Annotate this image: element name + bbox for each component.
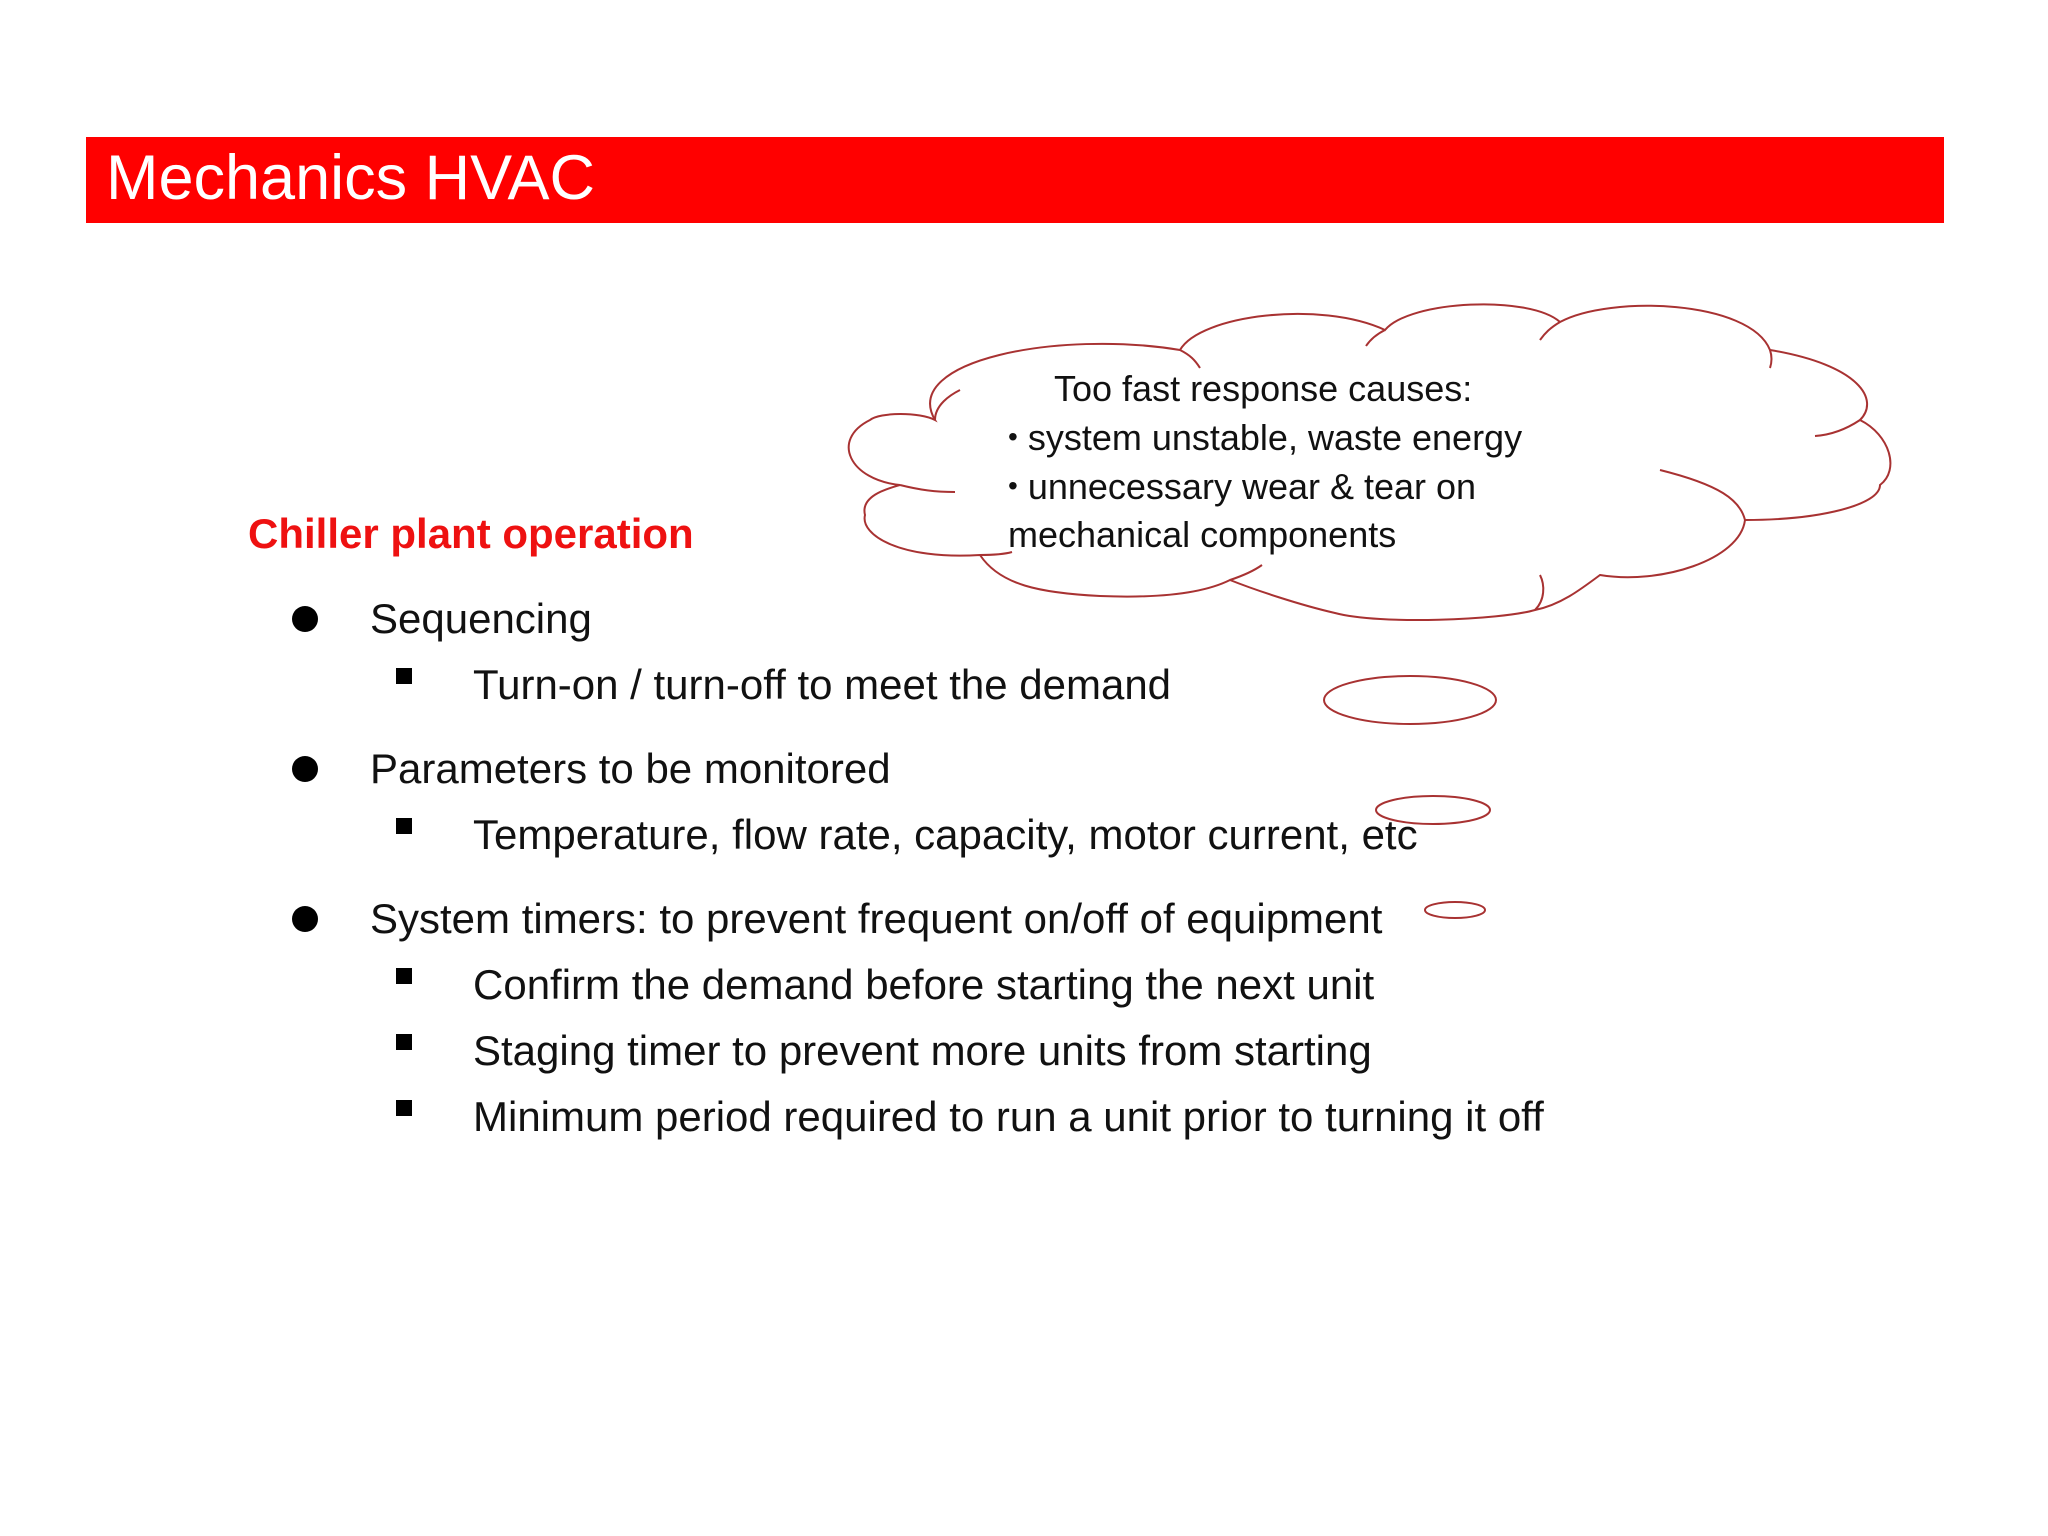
sub-bullet-square	[396, 1100, 412, 1116]
sub-bullet-parameters-list: Temperature, flow rate, capacity, motor current, etc	[473, 811, 1418, 858]
callout-text	[1008, 365, 1522, 559]
sub-bullet-turn-on-off: Turn-on / turn-off to meet the demand	[473, 661, 1172, 708]
callout-line-3	[1008, 462, 1522, 511]
sub-bullet-minimum-period: Minimum period required to run a unit prior to turning it off	[473, 1093, 1544, 1140]
sub-bullet-staging-timer: Staging timer to prevent more units from starting	[473, 1027, 1372, 1074]
thought-bubble-large	[1324, 676, 1496, 724]
callout-line-2-text: system unstable, waste energy	[1027, 417, 1523, 458]
bullet-parameters: Parameters to be monitored	[370, 745, 891, 792]
callout-bullet: •	[1008, 421, 1018, 452]
thought-bubble-small	[1425, 902, 1485, 918]
bullet-system-timers: System timers: to prevent frequent on/off of equipment	[370, 895, 1383, 942]
bullet-dot	[292, 756, 318, 782]
callout-line-4: mechanical components	[1008, 514, 1397, 555]
section-heading: Chiller plant operation	[248, 510, 694, 557]
callout-bullet: •	[1008, 470, 1018, 501]
bullet-sequencing: Sequencing	[370, 595, 592, 642]
slide-title: Mechanics HVAC	[106, 143, 595, 213]
sub-bullet-square	[396, 818, 412, 834]
callout-line-3-text: unnecessary wear & tear on	[1027, 466, 1477, 507]
callout-line-1: Too fast response causes:	[1054, 368, 1473, 409]
bullet-dot	[292, 606, 318, 632]
sub-bullet-square	[396, 668, 412, 684]
sub-bullet-square	[396, 1034, 412, 1050]
sub-bullet-confirm-demand: Confirm the demand before starting the next unit	[473, 961, 1375, 1008]
sub-bullet-square	[396, 968, 412, 984]
callout-line-2	[1008, 413, 1522, 462]
bullet-dot	[292, 906, 318, 932]
